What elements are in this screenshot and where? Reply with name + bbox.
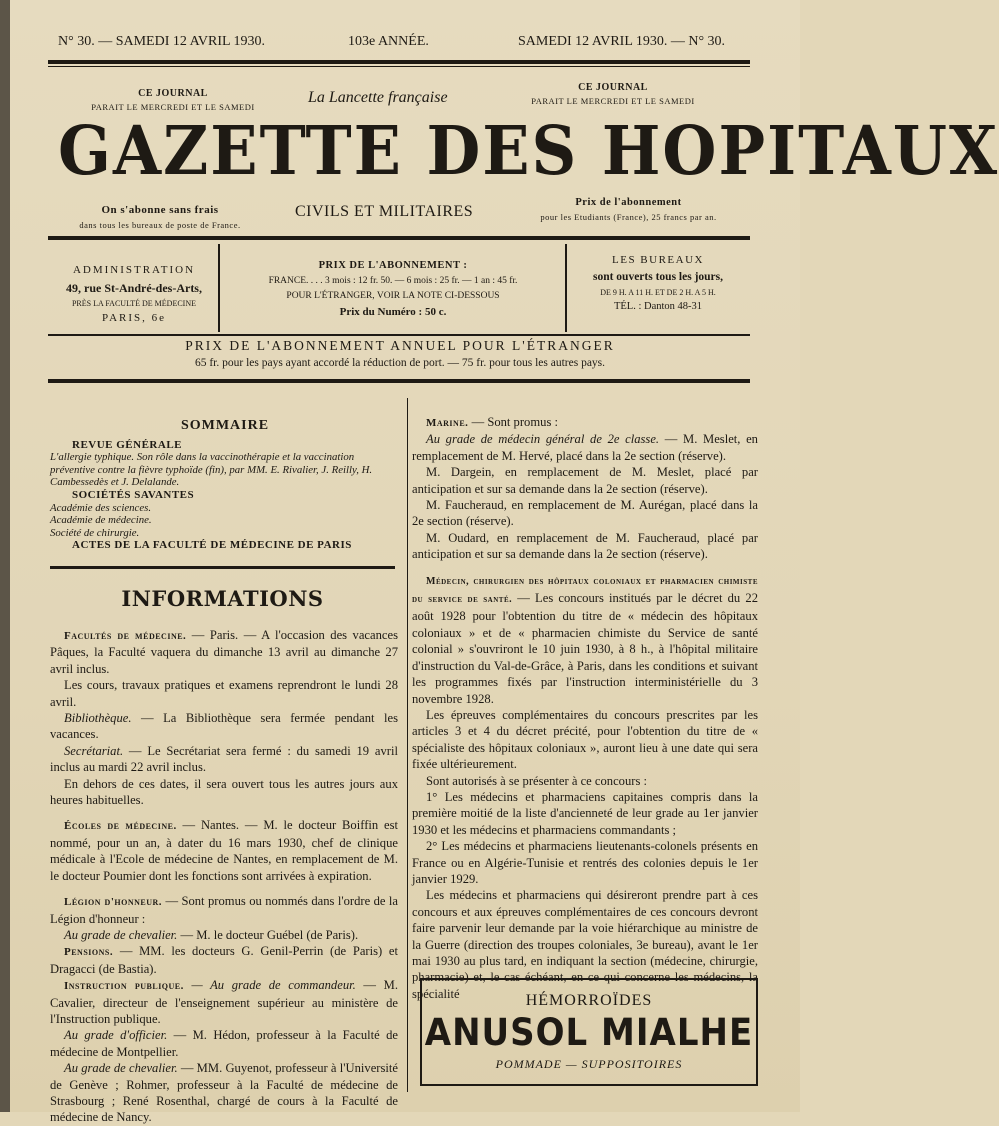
pensions-head: Pensions. xyxy=(64,946,114,959)
sommaire-actes: ACTES DE LA FACULTÉ DE MÉDECINE DE PARIS xyxy=(72,539,352,552)
marine-head: Marine. xyxy=(426,417,469,429)
admin-city: PARIS, 6e xyxy=(101,312,167,325)
marine-text: — Sont promus : xyxy=(468,415,558,429)
issue-number-left: N° 30. — SAMEDI 12 AVRIL 1930. xyxy=(58,34,266,49)
issue-year: 103e ANNÉE. xyxy=(348,34,429,49)
journal-label: CE JOURNAL xyxy=(138,88,208,99)
bureaux-open: sont ouverts tous les jours, xyxy=(592,271,723,284)
rule-masthead xyxy=(48,236,750,240)
subscription-free xyxy=(50,202,270,231)
officier-text: — M. Hédon, professeur à la Faculté de médecine de Montpellier. xyxy=(50,1028,398,1059)
ecoles-head: Écoles de médecine. xyxy=(64,820,177,833)
sommaire-societe-chirurgie: Société de chirurgie. xyxy=(50,526,140,539)
student-subscription xyxy=(516,195,741,224)
secretariat-label: Secrétariat. xyxy=(64,743,124,758)
autorises-text: Sont autorisés à se présenter à ce concours : xyxy=(426,773,648,788)
chevalier2-label: Au grade de chevalier. xyxy=(64,1061,178,1076)
medecin-colonial-head: Médecin, chirurgien des hôpitaux coloniaux et pharmacien chimiste du service de santé. xyxy=(412,575,758,606)
annual-foreign-title: PRIX DE L'ABONNEMENT ANNUEL POUR L'ÉTRANGER xyxy=(185,338,615,353)
rule-top-thin xyxy=(48,66,750,67)
chevalier-text: — M. le docteur Guébel (de Paris). xyxy=(177,927,359,942)
lieutenants-text: 2° Les médecins et pharmaciens lieutenants-colonels présents en France ou en Algérie-Tunisie et rentrés des colonies depuis le 1er janvier 1929. xyxy=(412,839,758,886)
prix-france: FRANCE. . . . 3 mois : 12 fr. 50. — 6 mois : 25 fr. — 1 an : 45 fr. xyxy=(268,276,518,287)
newspaper-title: GAZETTE DES HOPITAUX xyxy=(58,111,999,191)
informations-column xyxy=(50,627,398,1126)
commandeur-text: — M. Cavalier, directeur de l'enseignement supérieur au ministère de l'Instruction publique. xyxy=(50,978,398,1026)
oudard-text: M. Oudard, en remplacement de M. Faucheraud, placé par anticipation et sur sa demande dans la 2e section (réserve). xyxy=(412,530,758,562)
sommaire-title: SOMMAIRE xyxy=(180,418,270,433)
binding-edge xyxy=(0,0,10,1112)
sommaire-academie-medecine: Académie de médecine. xyxy=(50,514,152,527)
journal-label: CE JOURNAL xyxy=(578,82,648,93)
divider-right xyxy=(565,244,567,332)
ad-heading: HÉMORROÏDES xyxy=(525,992,653,1009)
bureaux-hours: DE 9 H. A 11 H. ET DE 2 H. A 5 H. xyxy=(600,287,716,297)
epreuves-text: Les épreuves complémentaires du concours prescrites par les articles 3 et 4 du décret précité, pour l'obtention du titre de « spécialiste des hôpitaux coloniaux », auront lieu à une date qui sera fixée ultérieurement. xyxy=(412,707,758,772)
legion-head: Légion d'honneur. xyxy=(64,896,163,909)
prix-etranger-note: POUR L'ÉTRANGER, VOIR LA NOTE CI-DESSOUS xyxy=(286,290,500,301)
advertisement-box xyxy=(420,978,758,1086)
column-divider xyxy=(407,398,408,1092)
bureaux-title: LES BUREAUX xyxy=(612,254,704,266)
pensions-text: — MM. les docteurs G. Genil-Perrin (de Paris) et Dragacci (de Bastia). xyxy=(50,944,398,976)
newspaper-subtitle: CIVILS ET MILITAIRES xyxy=(295,203,474,220)
divider-left xyxy=(218,244,220,332)
rule-boxes xyxy=(48,334,750,336)
bureaux-phone: TÉL. : Danton 48-31 xyxy=(613,301,703,313)
concours-text: — Les concours institués par le décret du 22 août 1928 pour l'obtention du titre de « médecin des hôpitaux coloniaux » et de « pharmacien chimiste du Service de santé colonial » s'ouvriront le 10 juin 1930, à 8 h., à l'hôpital militaire d'instruction du Val-de-Grâce, à Paris, dans les conditions et suivant les programmes fixés par l'instruction interministérielle du 3 novembre 1928. xyxy=(412,591,758,706)
chevalier2-text: — MM. Guyenot, professeur à l'Université de Genève ; Rohmer, professeur à la Faculté de médecine de Strasbourg ; René Rosenthal, chargé de cours à la Faculté de médecine de Nancy. xyxy=(50,1061,398,1125)
legion-text: — Sont promus ou nommés dans l'ordre de la Légion d'honneur : xyxy=(50,894,398,926)
facultes-head: Facultés de médecine. xyxy=(64,630,187,642)
parait-label: PARAIT LE MERCREDI ET LE SAMEDI xyxy=(531,96,695,106)
admin-address: 49, rue St-André-des-Arts, xyxy=(66,281,202,296)
rule-top xyxy=(48,60,750,64)
prix-numero: Prix du Numéro : 50 c. xyxy=(339,305,447,318)
demande-text: Les médecins et pharmaciens qui désireront prendre part à ces concours et aux épreuves complémentaires de ces concours devront faire parvenir leur demande par la voie hiérarchique au ministre de la Guerre (direction des troupes coloniales, 3e bureau), avant le 1er mai 1930 au plus tard, en indiquant la section (médecine, chirurgie, pharmacie) et, le cas échéant, en ce qui concerne les médecins, la spécialité xyxy=(412,888,758,1001)
faucheraud-text: M. Faucheraud, en remplacement de M. Aurégan, placé dans la 2e section (réserve). xyxy=(412,498,758,529)
issue-number-right: SAMEDI 12 AVRIL 1930. — N° 30. xyxy=(518,34,726,49)
secretariat-text: — Le Secrétariat sera fermé : du samedi 19 avril inclus au mardi 22 avril inclus. xyxy=(50,743,398,775)
ecoles-text: — Nantes. — M. le docteur Boiffin est nommé, pour un an, à dater du 16 mars 1930, chef de clinique médicale à l'Ecole de médecine de Nantes, en remplacement de M. le docteur Poumier dont les fonctions sont arrivées à expiration. xyxy=(50,818,398,883)
lancette-tagline: La Lancette française xyxy=(308,89,448,106)
annual-foreign-rates: 65 fr. pour les pays ayant accordé la réduction de port. — 75 fr. pour tous les autres pays. xyxy=(194,357,606,369)
newspaper-page xyxy=(10,0,999,1125)
cours-text: Les cours, travaux pratiques et examens reprendront le lundi 28 avril. xyxy=(50,678,398,709)
bibliotheque-text: — La Bibliothèque sera fermée pendant les vacances. xyxy=(50,711,398,742)
dargein-text: M. Dargein, en remplacement de M. Meslet, placé par anticipation et sur sa demande dans la 2e section (réserve). xyxy=(412,465,758,496)
abonne-sub: dans tous les bureaux de poste de France. xyxy=(79,219,241,230)
medecin-general-label: Au grade de médecin général de 2e classe. xyxy=(426,432,660,447)
prix-etudiants-title: Prix de l'abonnement xyxy=(575,197,682,208)
sommaire-revue: REVUE GÉNÉRALE xyxy=(72,438,182,451)
instruction-head: Instruction publique. xyxy=(64,980,184,993)
sommaire-societes: SOCIÉTÉS SAVANTES xyxy=(72,488,195,501)
officier-label: Au grade d'officier. xyxy=(64,1028,168,1043)
sommaire-revue-text: L'allergie typhique. Son rôle dans la vaccinothérapie et la vaccination préventive contre la fièvre typhoïde (fin), par MM. E. Rivalier, J. Reilly, H. Cambessedès et J. Delalande. xyxy=(50,451,373,489)
sommaire-section xyxy=(50,420,400,552)
ad-products: POMMADE — SUPPOSITOIRES xyxy=(495,1057,683,1071)
prix-etudiants-text: pour les Etudiants (France), 25 francs par an. xyxy=(540,211,717,222)
abonne-line: On s'abonne sans frais xyxy=(101,204,219,216)
commandeur-label: — Au grade de commandeur. xyxy=(183,978,356,993)
facultes-text: — Paris. — A l'occasion des vacances Pâques, la Faculté vaquera du dimanche 13 avril au dimanche 27 avril inclus. xyxy=(50,628,398,676)
meslet-text: — M. Meslet, en remplacement de M. Hervé, placé dans la 2e section (réserve). xyxy=(412,432,758,463)
capitaines-text: 1° Les médecins et pharmaciens capitaines compris dans la première moitié de la liste d'ancienneté de leur grade au 1er janvier 1930 et les médecins et pharmaciens commandants ; xyxy=(412,789,758,837)
journal-notice-right xyxy=(518,80,708,108)
admin-near: PRÈS LA FACULTÉ DE MÉDECINE xyxy=(71,298,196,308)
admin-title: ADMINISTRATION xyxy=(72,264,196,276)
bureaux-box xyxy=(568,252,748,316)
prix-title: PRIX DE L'ABONNEMENT : xyxy=(318,260,468,271)
rule-sommaire xyxy=(50,566,395,569)
journal-notice-left xyxy=(78,86,268,114)
bibliotheque-label: Bibliothèque. xyxy=(64,711,132,726)
right-column xyxy=(412,414,758,1002)
chevalier-label: Au grade de chevalier. xyxy=(64,927,178,942)
sommaire-academie-sciences: Académie des sciences. xyxy=(50,501,152,514)
rule-annual xyxy=(48,379,750,383)
informations-title: INFORMATIONS xyxy=(121,586,324,611)
administration-box xyxy=(50,262,218,327)
ad-brand: ANUSOL MIALHE xyxy=(424,1011,754,1055)
parait-label: PARAIT LE MERCREDI ET LE SAMEDI xyxy=(91,102,255,112)
dehors-text: En dehors de ces dates, il sera ouvert tous les autres jours aux heures habituelles. xyxy=(50,776,398,808)
subscription-price-box xyxy=(222,258,564,321)
